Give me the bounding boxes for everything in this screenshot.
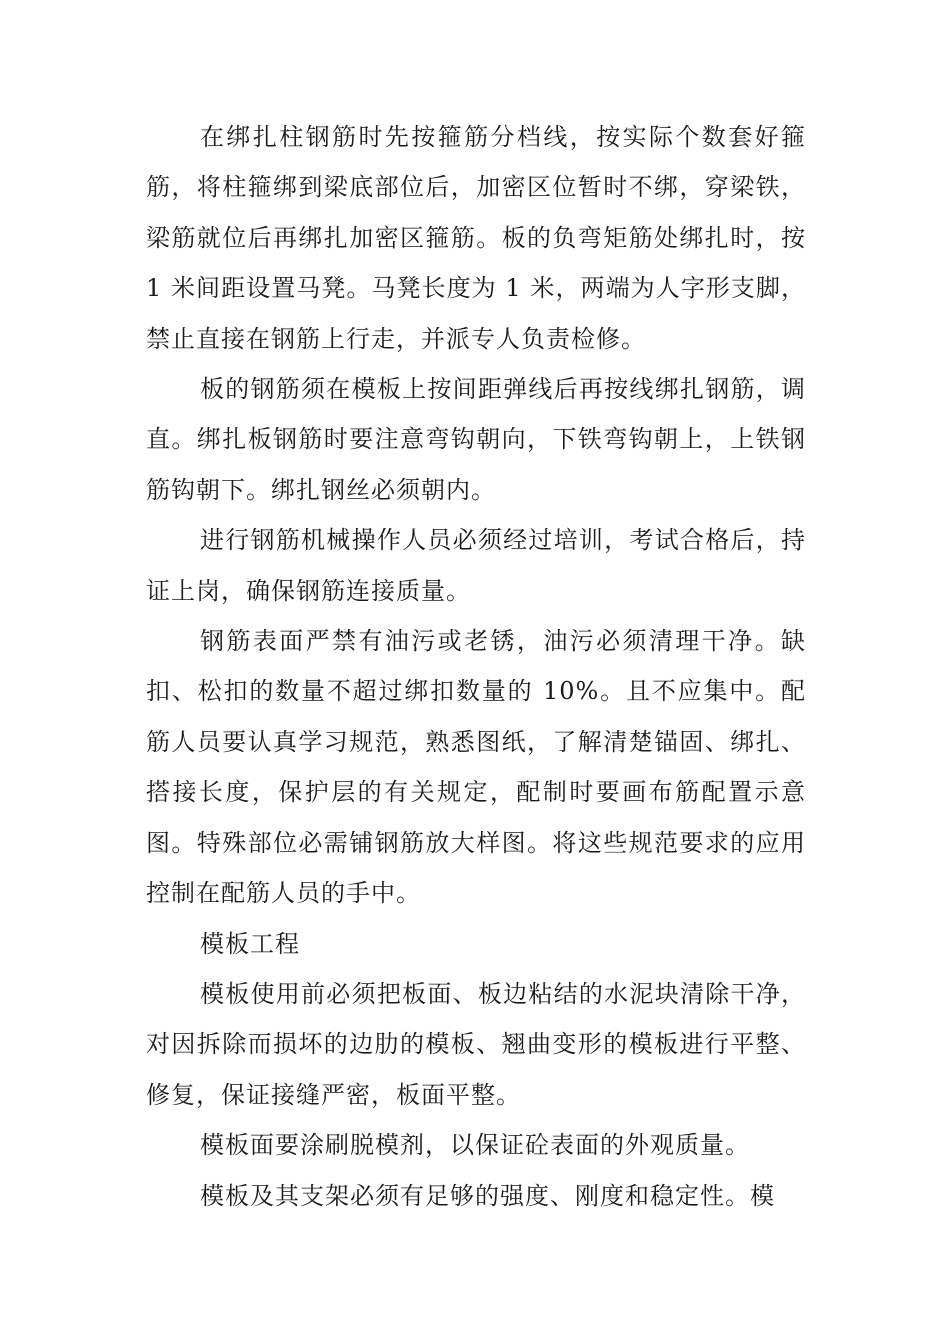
paragraph-rebar-surface: 钢筋表面严禁有油污或老锈，油污必须清理干净。缺扣、松扣的数量不超过绑扣数量的 10%。且不应集中。配筋人员要认真学习规范，熟悉图纸，了解清楚锚固、绑扎、搭接长度，保护层的有关规定，配制时要画布筋配置示意图。特殊部位必需铺钢筋放大样图。将这些规范要求的应用控制在配筋人员的手中。 [146, 627, 806, 908]
paragraph-rebar-column-binding: 在绑扎柱钢筋时先按箍筋分档线，按实际个数套好箍筋，将柱箍绑到梁底部位后，加密区位暂时不绑，穿梁铁，梁筋就位后再绑扎加密区箍筋。板的负弯矩筋处绑扎时，按 1 米间距设置马凳。马凳长度为 1 米，两端为人字形支脚，禁止直接在钢筋上行走，并派专人负责检修。 [146, 123, 806, 353]
paragraph-slab-rebar: 板的钢筋须在模板上按间距弹线后再按线绑扎钢筋，调直。绑扎板钢筋时要注意弯钩朝向，下铁弯钩朝上，上铁钢筋钩朝下。绑扎钢丝必须朝内。 [146, 375, 806, 504]
paragraph-operator-training: 进行钢筋机械操作人员必须经过培训，考试合格后，持证上岗，确保钢筋连接质量。 [146, 526, 806, 605]
paragraph-release-agent: 模板面要涂刷脱模剂，以保证砼表面的外观质量。 [200, 1131, 750, 1160]
section-heading-formwork: 模板工程 [200, 929, 300, 958]
document-body [146, 112, 806, 1221]
paragraph-formwork-cleaning: 模板使用前必须把板面、板边粘结的水泥块清除干净，对因拆除而损坏的边肋的模板、翘曲变形的模板进行平整、修复，保证接缝严密，板面平整。 [146, 979, 806, 1109]
paragraph-formwork-strength: 模板及其支架必须有足够的强度、刚度和稳定性。模 [200, 1181, 775, 1210]
